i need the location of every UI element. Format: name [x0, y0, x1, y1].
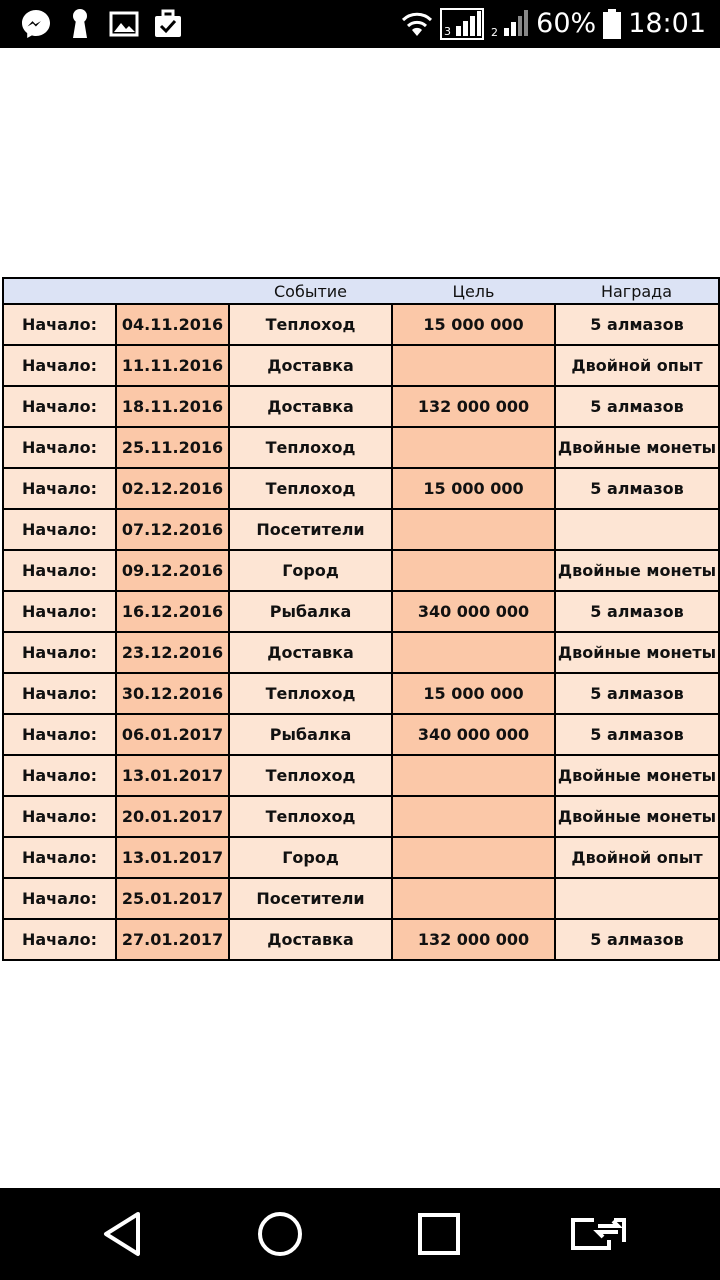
clock: 18:01 — [628, 8, 706, 39]
table-row — [3, 550, 719, 591]
screen-mirror-icon — [570, 1214, 626, 1254]
row-reward: Двойные монеты — [555, 632, 719, 673]
recents-icon — [417, 1212, 461, 1256]
row-label: Начало: — [3, 591, 116, 632]
briefcase-check-icon — [150, 6, 186, 42]
battery-percent: 60% — [536, 8, 597, 39]
row-label: Начало: — [3, 714, 116, 755]
row-goal — [392, 509, 555, 550]
row-date: 07.12.2016 — [116, 509, 229, 550]
row-date: 09.12.2016 — [116, 550, 229, 591]
messenger-icon — [18, 6, 54, 42]
column-header-event: Событие — [229, 278, 392, 304]
home-icon — [256, 1210, 304, 1258]
row-label: Начало: — [3, 427, 116, 468]
svg-text:2: 2 — [491, 26, 499, 39]
row-date: 23.12.2016 — [116, 632, 229, 673]
row-reward: 5 алмазов — [555, 714, 719, 755]
table-row — [3, 837, 719, 878]
row-goal — [392, 755, 555, 796]
row-event: Теплоход — [229, 796, 392, 837]
table-row — [3, 755, 719, 796]
table-row — [3, 714, 719, 755]
table-row — [3, 427, 719, 468]
event-table — [2, 277, 720, 961]
row-goal — [392, 837, 555, 878]
row-event: Город — [229, 550, 392, 591]
row-reward: Двойные монеты — [555, 427, 719, 468]
row-goal: 340 000 000 — [392, 591, 555, 632]
row-goal: 132 000 000 — [392, 386, 555, 427]
row-reward: 5 алмазов — [555, 919, 719, 960]
navigation-bar — [0, 1188, 720, 1280]
row-goal — [392, 550, 555, 591]
row-label: Начало: — [3, 673, 116, 714]
row-label: Начало: — [3, 755, 116, 796]
row-goal — [392, 427, 555, 468]
back-icon — [100, 1210, 144, 1258]
system-status — [394, 0, 706, 48]
row-event: Доставка — [229, 919, 392, 960]
row-reward: 5 алмазов — [555, 673, 719, 714]
row-goal: 15 000 000 — [392, 468, 555, 509]
row-reward: Двойные монеты — [555, 550, 719, 591]
table-row — [3, 878, 719, 919]
row-goal: 132 000 000 — [392, 919, 555, 960]
table-row — [3, 386, 719, 427]
row-reward: 5 алмазов — [555, 386, 719, 427]
back-button[interactable] — [92, 1204, 152, 1264]
row-label: Начало: — [3, 345, 116, 386]
row-date: 18.11.2016 — [116, 386, 229, 427]
row-date: 27.01.2017 — [116, 919, 229, 960]
row-date: 13.01.2017 — [116, 837, 229, 878]
row-label: Начало: — [3, 304, 116, 345]
row-date: 13.01.2017 — [116, 755, 229, 796]
row-event: Теплоход — [229, 755, 392, 796]
image-icon — [106, 6, 142, 42]
row-reward: Двойные монеты — [555, 755, 719, 796]
row-event: Теплоход — [229, 304, 392, 345]
row-event: Город — [229, 837, 392, 878]
column-header-goal: Цель — [392, 278, 555, 304]
row-date: 06.01.2017 — [116, 714, 229, 755]
row-date: 25.01.2017 — [116, 878, 229, 919]
table-header-row — [3, 278, 719, 304]
recents-button[interactable] — [409, 1204, 469, 1264]
row-goal — [392, 345, 555, 386]
table-row — [3, 509, 719, 550]
row-date: 11.11.2016 — [116, 345, 229, 386]
row-label: Начало: — [3, 796, 116, 837]
row-reward: 5 алмазов — [555, 591, 719, 632]
svg-text:3: 3 — [444, 25, 452, 38]
row-reward — [555, 509, 719, 550]
table-row — [3, 632, 719, 673]
row-reward: Двойной опыт — [555, 345, 719, 386]
event-schedule — [2, 277, 718, 961]
row-event: Теплоход — [229, 673, 392, 714]
row-label: Начало: — [3, 837, 116, 878]
screen-mirror-button[interactable] — [568, 1204, 628, 1264]
row-reward: 5 алмазов — [555, 304, 719, 345]
row-event: Теплоход — [229, 427, 392, 468]
table-row — [3, 673, 719, 714]
row-event: Доставка — [229, 632, 392, 673]
row-date: 20.01.2017 — [116, 796, 229, 837]
table-row — [3, 304, 719, 345]
wifi-icon — [400, 6, 434, 42]
row-label: Начало: — [3, 386, 116, 427]
signal-icon — [490, 6, 530, 42]
row-label: Начало: — [3, 550, 116, 591]
notification-icons — [18, 0, 194, 48]
row-date: 30.12.2016 — [116, 673, 229, 714]
battery-icon — [602, 6, 622, 42]
row-goal: 15 000 000 — [392, 673, 555, 714]
row-reward: 5 алмазов — [555, 468, 719, 509]
status-bar — [0, 0, 720, 48]
home-button[interactable] — [250, 1204, 310, 1264]
row-event: Теплоход — [229, 468, 392, 509]
row-date: 04.11.2016 — [116, 304, 229, 345]
row-reward: Двойной опыт — [555, 837, 719, 878]
table-row — [3, 345, 719, 386]
row-event: Посетители — [229, 509, 392, 550]
row-label: Начало: — [3, 468, 116, 509]
row-label: Начало: — [3, 878, 116, 919]
row-date: 25.11.2016 — [116, 427, 229, 468]
column-header-date — [116, 278, 229, 304]
signal-icon — [440, 6, 484, 42]
row-label: Начало: — [3, 509, 116, 550]
table-row — [3, 919, 719, 960]
row-goal — [392, 796, 555, 837]
row-goal: 15 000 000 — [392, 304, 555, 345]
table-row — [3, 796, 719, 837]
table-row — [3, 591, 719, 632]
row-event: Доставка — [229, 386, 392, 427]
row-event: Посетители — [229, 878, 392, 919]
row-event: Рыбалка — [229, 591, 392, 632]
row-label: Начало: — [3, 919, 116, 960]
column-header-label — [3, 278, 116, 304]
table-row — [3, 468, 719, 509]
column-header-reward: Награда — [555, 278, 719, 304]
row-goal — [392, 878, 555, 919]
row-event: Доставка — [229, 345, 392, 386]
row-reward: Двойные монеты — [555, 796, 719, 837]
row-date: 02.12.2016 — [116, 468, 229, 509]
row-reward — [555, 878, 719, 919]
keyhole-icon — [62, 6, 98, 42]
row-goal — [392, 632, 555, 673]
row-event: Рыбалка — [229, 714, 392, 755]
row-label: Начало: — [3, 632, 116, 673]
row-goal: 340 000 000 — [392, 714, 555, 755]
row-date: 16.12.2016 — [116, 591, 229, 632]
